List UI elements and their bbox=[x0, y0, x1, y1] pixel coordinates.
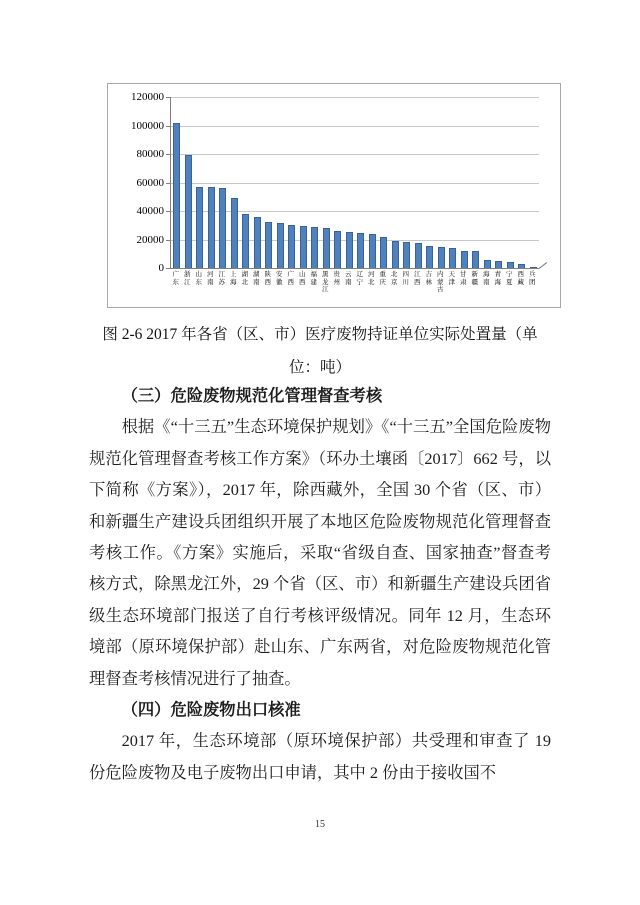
x-tick-label-浙江: 浙 江 bbox=[184, 271, 191, 286]
figure-2-6-chart bbox=[107, 83, 561, 308]
x-tick-label-海南: 海 南 bbox=[483, 271, 490, 286]
y-tick-label: 40000 bbox=[136, 205, 164, 217]
y-tickmark bbox=[166, 154, 171, 155]
bar-湖北 bbox=[242, 214, 249, 268]
x-tick-label-四川: 四 川 bbox=[402, 271, 409, 286]
x-tick-label-云南: 云 南 bbox=[345, 271, 352, 286]
bar-吉林 bbox=[426, 246, 433, 268]
bar-内蒙古 bbox=[438, 247, 445, 268]
bar-河北 bbox=[369, 234, 376, 268]
bar-兵团 bbox=[530, 267, 537, 268]
gridline bbox=[171, 183, 539, 184]
bar-云南 bbox=[346, 232, 353, 268]
x-tick-label-新疆: 新 疆 bbox=[471, 271, 478, 286]
x-tick-label-西藏: 西 藏 bbox=[517, 271, 524, 286]
gridline bbox=[171, 97, 539, 98]
section-4-paragraph: 2017 年，生态环境部（原环境保护部）共受理和审查了 19 份危险废物及电子废物出口申请，其中 2 份由于接收国不 bbox=[89, 731, 551, 782]
bar-四川 bbox=[403, 242, 410, 268]
axis-end-tick bbox=[539, 262, 547, 269]
bar-江西 bbox=[415, 243, 422, 268]
y-tick-label: 80000 bbox=[136, 148, 164, 160]
section-3-paragraph: 根据《“十三五”生态环境保护规划》《“十三五”全国危险废物规范化管理督查考核工作方案》（环办土壤函〔2017〕662 号，以下简称《方案》），2017 年，除西藏外，全国 30 个省（区、市）和新疆生产建设兵团组织开展了本地区危险废物规范化管理督查考核工作。《方案》实施后，采取“省级自查、国家抽查”督查考核方式，除黑龙江外，29 个省（区、市）和新疆生产建设兵团省级生态环境部门报送了自行考核评级情况。同年 12 月，生态环境部（原环境保护部）赴山东、广东两省，对危险废物规范化管理督查考核情况进行了抽查。 bbox=[89, 417, 551, 688]
bar-天津 bbox=[449, 248, 456, 268]
bar-湖南 bbox=[254, 217, 261, 268]
x-tick-label-兵团: 兵 团 bbox=[529, 271, 536, 286]
plot-area bbox=[170, 97, 539, 269]
x-tick-label-青海: 青 海 bbox=[494, 271, 501, 286]
x-tick-label-辽宁: 辽 宁 bbox=[356, 271, 363, 286]
y-tickmark bbox=[166, 240, 171, 241]
y-tickmark bbox=[166, 211, 171, 212]
bar-新疆 bbox=[472, 251, 479, 268]
x-tick-label-山西: 山 西 bbox=[299, 271, 306, 286]
x-tick-label-贵州: 贵 州 bbox=[333, 271, 340, 286]
bar-青海 bbox=[495, 261, 502, 268]
figure-caption: 图 2-6 2017 年各省（区、市）医疗废物持证单位实际处置量（单位：吨） bbox=[102, 326, 538, 376]
bar-上海 bbox=[231, 198, 238, 268]
bar-浙江 bbox=[185, 155, 192, 268]
y-tick-label: 100000 bbox=[131, 119, 164, 132]
section-heading-4: （四）危险废物出口核准 bbox=[121, 700, 301, 720]
y-tickmark bbox=[166, 183, 171, 184]
bar-贵州 bbox=[334, 231, 341, 268]
x-tick-label-河北: 河 北 bbox=[368, 271, 375, 286]
bar-河南 bbox=[208, 187, 215, 268]
bar-山东 bbox=[196, 187, 203, 268]
bar-北京 bbox=[392, 241, 399, 268]
x-tick-label-河南: 河 南 bbox=[207, 271, 214, 286]
bar-山西 bbox=[300, 226, 307, 268]
x-tick-label-陕西: 陕 西 bbox=[264, 271, 271, 286]
x-tick-label-广东: 广 东 bbox=[172, 271, 179, 286]
bar-甘肃 bbox=[461, 251, 468, 268]
x-tick-label-内蒙古: 内 蒙 古 bbox=[437, 271, 444, 293]
gridline bbox=[171, 154, 539, 155]
bar-陕西 bbox=[265, 222, 272, 268]
bar-福建 bbox=[311, 227, 318, 268]
x-tick-label-江西: 江 西 bbox=[414, 271, 421, 286]
x-tick-label-湖北: 湖 北 bbox=[241, 271, 248, 286]
bar-广东 bbox=[173, 123, 180, 268]
gridline bbox=[171, 126, 539, 127]
section-heading-3: （三）危险废物规范化管理督查考核 bbox=[121, 386, 383, 405]
x-tick-label-北京: 北 京 bbox=[391, 271, 398, 286]
x-tick-label-宁夏: 宁 夏 bbox=[506, 271, 513, 286]
y-tickmark bbox=[166, 268, 171, 269]
x-tick-label-黑龙江: 黑 龙 江 bbox=[322, 271, 329, 293]
y-tickmark bbox=[166, 126, 171, 127]
y-tickmark bbox=[166, 97, 171, 98]
x-tick-label-重庆: 重 庆 bbox=[379, 271, 386, 286]
y-tick-label: 120000 bbox=[131, 91, 164, 103]
y-tick-label: 0 bbox=[158, 262, 164, 274]
x-tick-label-广西: 广 西 bbox=[287, 271, 294, 286]
x-tick-label-吉林: 吉 林 bbox=[425, 271, 432, 286]
x-tick-label-江苏: 江 苏 bbox=[218, 271, 225, 286]
bar-辽宁 bbox=[357, 233, 364, 268]
y-tick-label: 20000 bbox=[136, 233, 164, 246]
x-tick-label-上海: 上 海 bbox=[230, 271, 237, 286]
bar-西藏 bbox=[518, 264, 525, 268]
x-tick-label-福建: 福 建 bbox=[310, 271, 317, 286]
x-axis-labels bbox=[170, 271, 538, 303]
bar-安徽 bbox=[277, 223, 284, 268]
body-text bbox=[89, 380, 551, 788]
x-tick-label-湖南: 湖 南 bbox=[253, 271, 260, 286]
x-tick-label-甘肃: 甘 肃 bbox=[460, 271, 467, 286]
bar-广西 bbox=[288, 225, 295, 268]
bar-黑龙江 bbox=[323, 228, 330, 268]
page-number: 15 bbox=[315, 819, 325, 830]
x-tick-label-山东: 山 东 bbox=[195, 271, 202, 286]
bar-宁夏 bbox=[507, 262, 514, 268]
bar-重庆 bbox=[380, 237, 387, 268]
bar-海南 bbox=[484, 260, 491, 268]
bar-江苏 bbox=[219, 188, 226, 268]
y-tick-label: 60000 bbox=[136, 176, 164, 189]
x-tick-label-安徽: 安 徽 bbox=[276, 271, 283, 286]
x-tick-label-天津: 天 津 bbox=[448, 271, 455, 286]
y-axis-labels bbox=[108, 84, 164, 307]
